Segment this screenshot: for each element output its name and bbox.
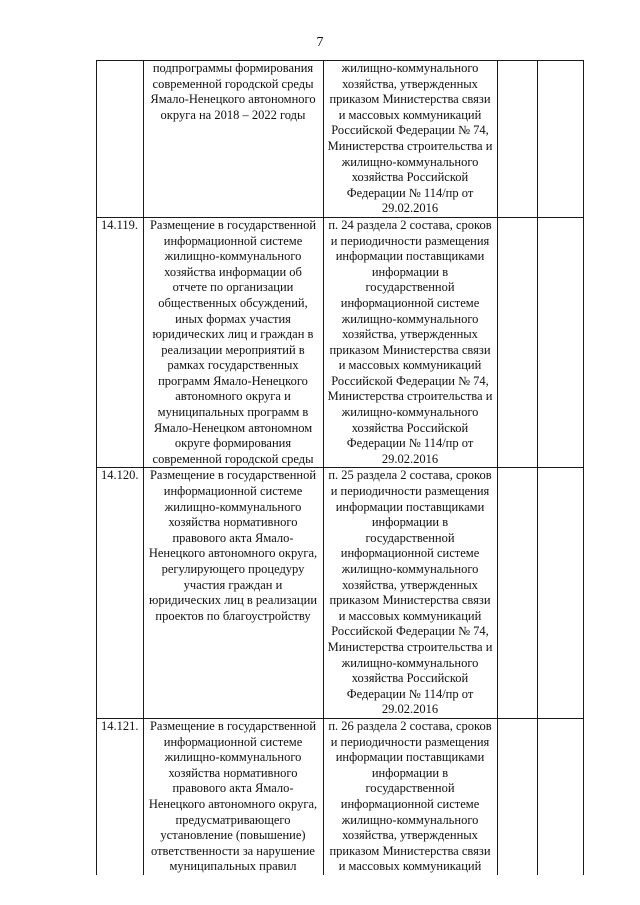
row-number-cell bbox=[97, 468, 144, 719]
empty-cell bbox=[497, 61, 537, 218]
row-number-cell bbox=[97, 217, 144, 468]
legal-basis: п. 25 раздела 2 состава, сроков и периодичности размещения информации поставщиками информации в государственной информационной системе жилищно-коммунального хозяйства, утвержденных приказом Министерства связи и массовых коммуникаций Российской Федерации № 74, Министерства строительства и жилищно-коммунального хозяйства Российской Федерации № 114/пр от 29.02.2016 bbox=[327, 468, 493, 717]
measure-name: Размещение в государственной информационной системе жилищно-коммунального хозяйства информации об отчете по организации общественных обсуждений, иных формах участия юридических лиц и граждан в реализации мероприятий в рамках государственных программ Ямало-Ненецкого автономного округа и муниципальных программ в Ямало-Ненецком автономном округе формирования современной городской среды bbox=[149, 217, 317, 466]
empty-cell bbox=[537, 217, 583, 468]
row-number-cell bbox=[97, 718, 144, 874]
empty-cell bbox=[537, 718, 583, 874]
legal-basis-cell bbox=[323, 217, 497, 468]
page-number: 7 bbox=[316, 35, 324, 50]
measure-name: Размещение в государственной информационной системе жилищно-коммунального хозяйства нормативного правового акта Ямало- Ненецкого автономного округа, предусматривающего установление (повышение) ответственности за нарушение муниципальных правил bbox=[148, 718, 318, 874]
table-row bbox=[97, 718, 584, 874]
empty-cell bbox=[497, 217, 537, 468]
legal-basis-cell bbox=[323, 61, 497, 218]
row-number-cell bbox=[97, 61, 144, 218]
measure-name: подпрограммы формирования современной городской среды Ямало-Ненецкого автономного округа на 2018 – 2022 годы bbox=[150, 61, 316, 122]
table-row bbox=[97, 61, 584, 218]
legal-basis: п. 24 раздела 2 состава, сроков и периодичности размещения информации поставщиками информации в государственной информационной системе жилищно-коммунального хозяйства, утвержденных приказом Министерства связи и массовых коммуникаций Российской Федерации № 74, Министерства строительства и жилищно-коммунального хозяйства Российской Федерации № 114/пр от 29.02.2016 bbox=[327, 217, 493, 466]
empty-cell bbox=[497, 718, 537, 874]
row-number: 14.119. bbox=[101, 217, 139, 232]
measure-name: Размещение в государственной информационной системе жилищно-коммунального хозяйства нормативного правового акта Ямало- Ненецкого автономного округа, регулирующего процедуру участия граждан и юридических лиц в реализации проектов по благоустройству bbox=[148, 468, 318, 623]
row-number: 14.121. bbox=[101, 718, 139, 733]
empty-cell bbox=[537, 468, 583, 719]
legal-basis-cell bbox=[323, 468, 497, 719]
empty-cell bbox=[497, 468, 537, 719]
table-row bbox=[97, 468, 584, 719]
legal-basis: жилищно-коммунального хозяйства, утвержденных приказом Министерства связи и массовых коммуникаций Российской Федерации № 74, Министерства строительства и жилищно-коммунального хозяйства Российской Федерации № 114/пр от 29.02.2016 bbox=[327, 61, 493, 216]
row-number: 14.120. bbox=[101, 468, 139, 483]
measures-table bbox=[96, 60, 584, 875]
measure-name-cell bbox=[143, 468, 323, 719]
measure-name-cell bbox=[143, 217, 323, 468]
empty-cell bbox=[537, 61, 583, 218]
table-row bbox=[97, 217, 584, 468]
measure-name-cell bbox=[143, 718, 323, 874]
measure-name-cell bbox=[143, 61, 323, 218]
legal-basis-cell bbox=[323, 718, 497, 874]
legal-basis: п. 26 раздела 2 состава, сроков и периодичности размещения информации поставщиками информации в государственной информационной системе жилищно-коммунального хозяйства, утвержденных приказом Министерства связи и массовых коммуникаций bbox=[328, 718, 492, 874]
